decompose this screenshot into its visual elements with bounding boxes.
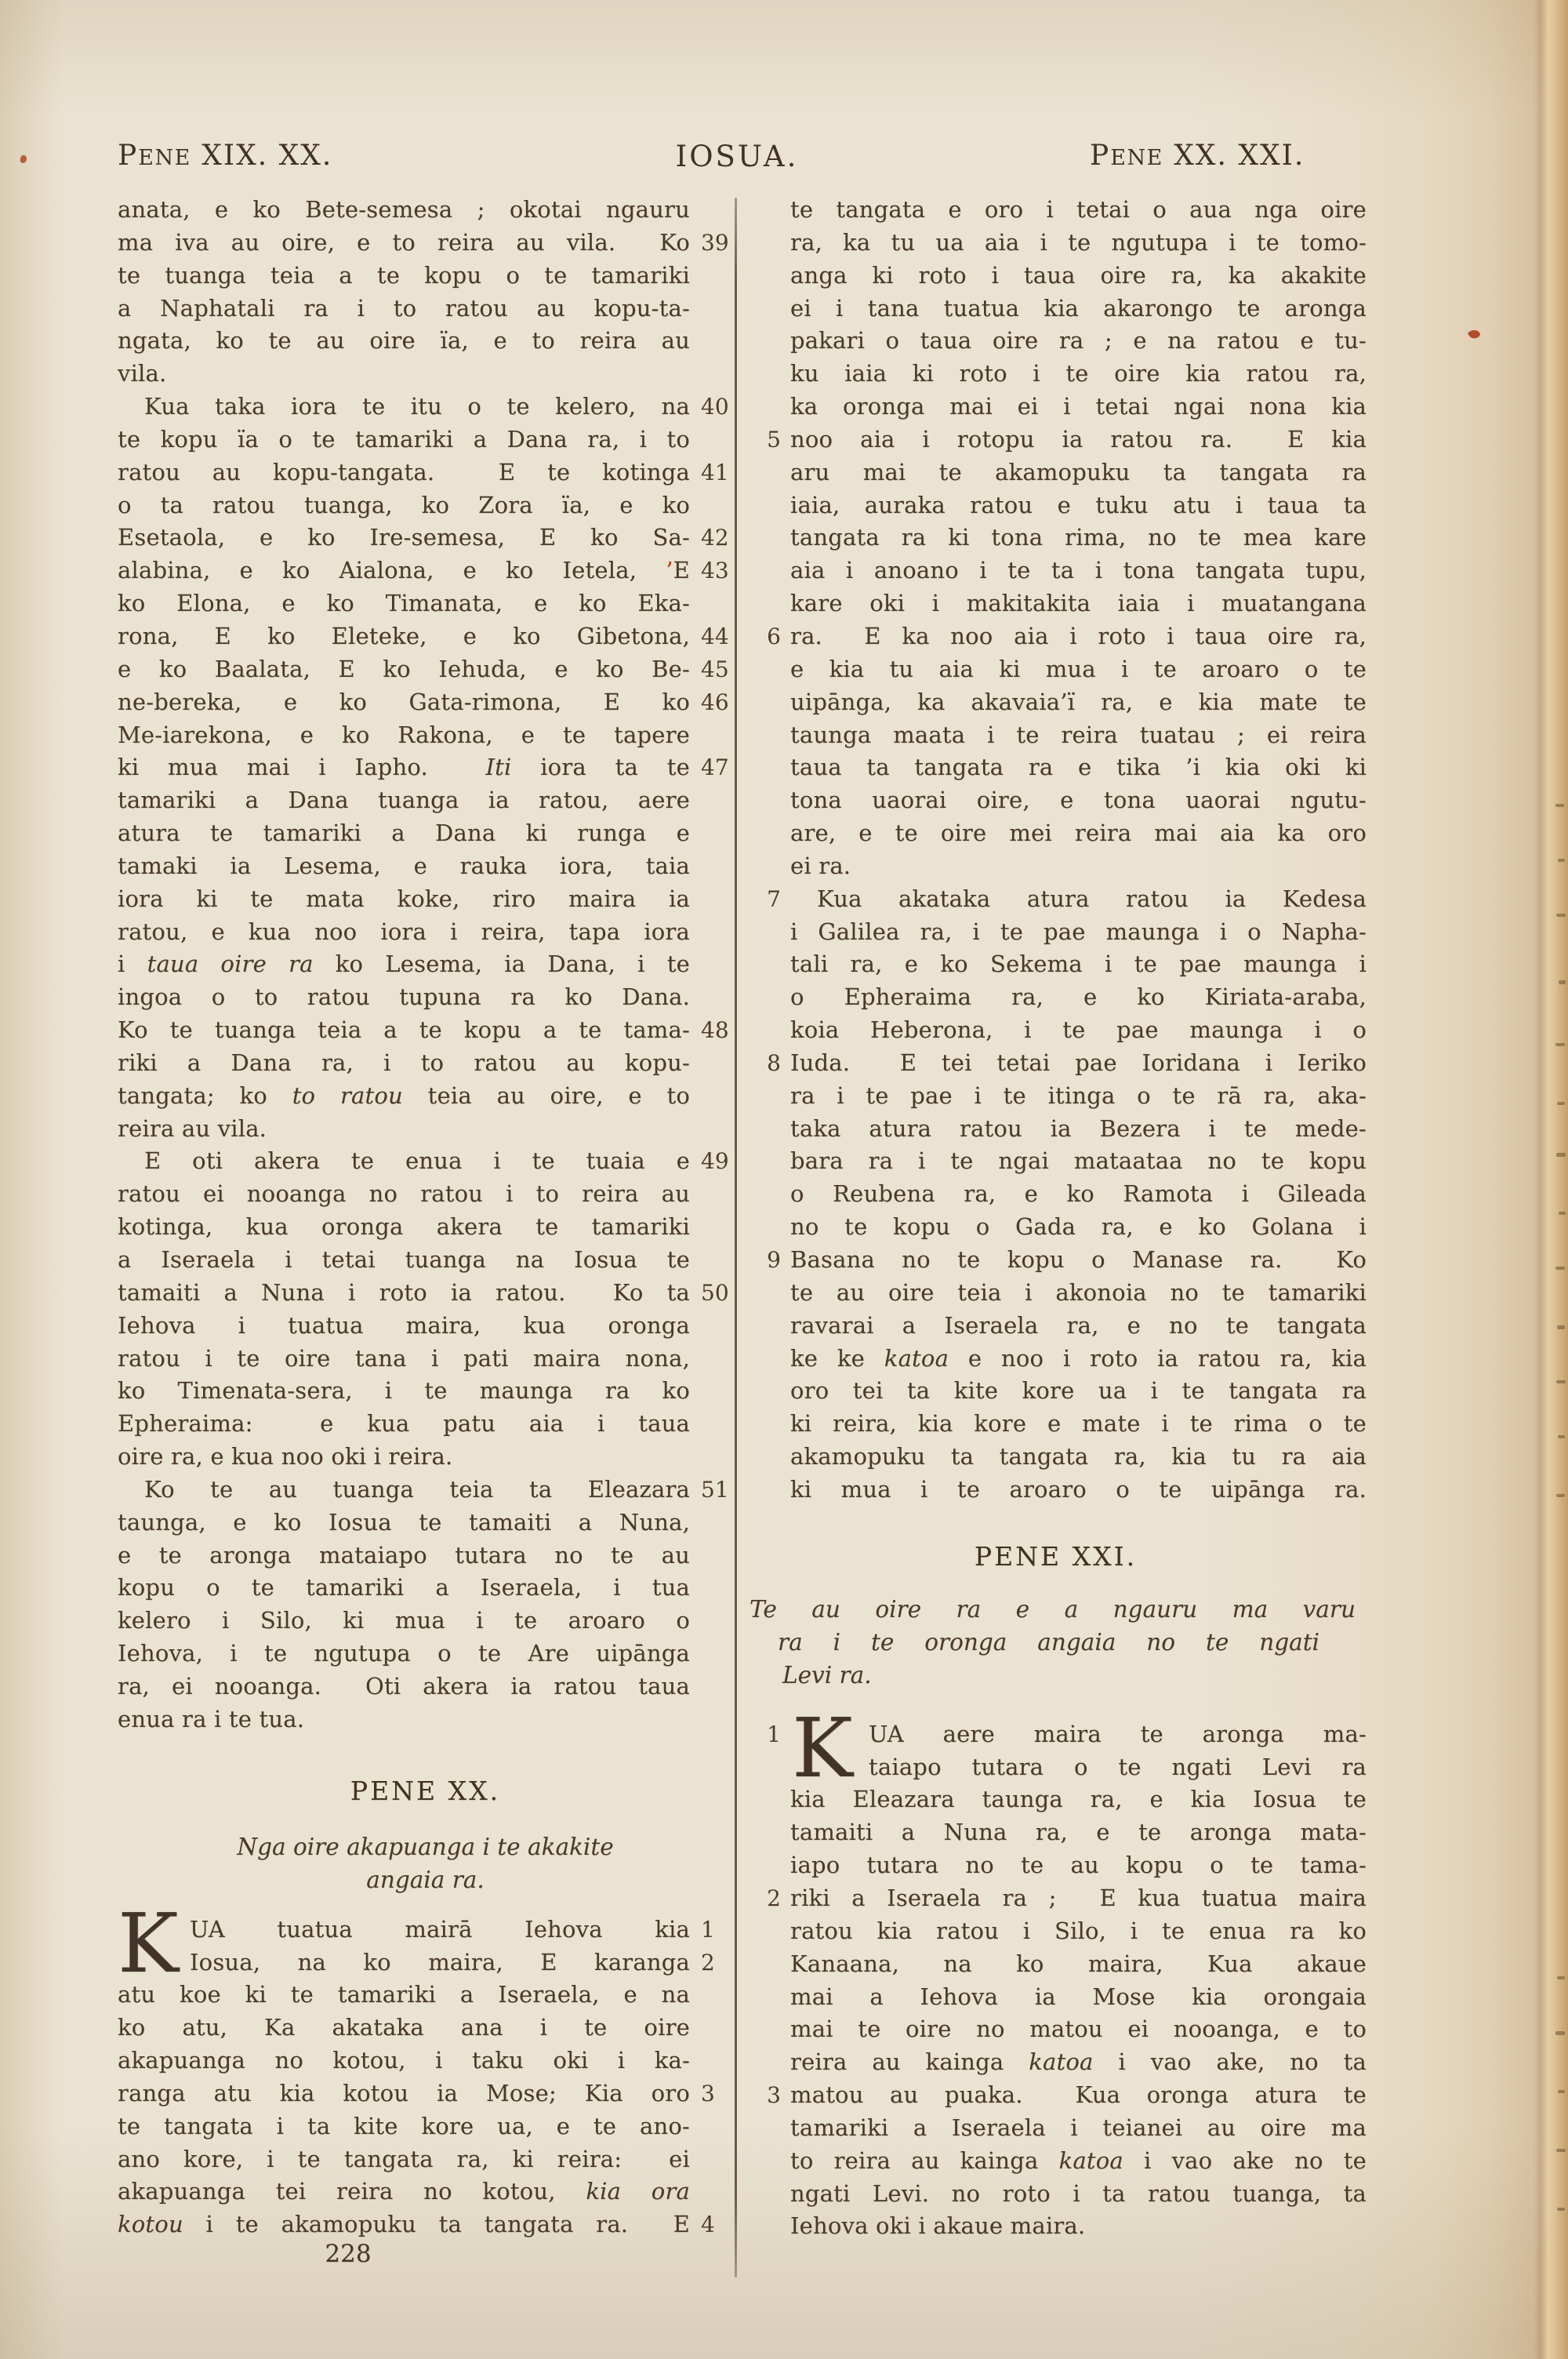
- text-line: ki reira, kia kore e mate i te rima o te: [745, 1408, 1367, 1441]
- text-line: iaia, auraka ratou e tuku atu i taua ta: [745, 489, 1367, 522]
- verse-number: [745, 1310, 790, 1343]
- verse-number: [745, 817, 790, 850]
- chapter-heading: PENE XX.: [350, 1776, 501, 1807]
- verse-number: 45: [701, 656, 729, 682]
- verse-number: [745, 1178, 790, 1211]
- text-line: aia i anoano i te ta i tona tangata tupu,: [745, 554, 1367, 587]
- text-line: kare oki i makitakita iaia i muatangana: [745, 587, 1367, 620]
- verse-number: [690, 194, 733, 227]
- red-ink-speck: [20, 154, 28, 164]
- verse-number: [690, 784, 733, 817]
- verse-number: 48: [701, 1017, 729, 1044]
- verse-number: [690, 1310, 733, 1343]
- text-line: Esetaola, e ko Ire-semesa, E ko Sa- 42: [118, 522, 733, 554]
- text-line: anga ki roto i taua oire ra, ka akakite: [745, 260, 1367, 293]
- text-line: ka oronga mai ei i tetai ngai nona kia: [745, 391, 1367, 423]
- verse-number: [745, 2145, 790, 2178]
- header-numerals: XX. XXI.: [1163, 140, 1305, 172]
- text-line: uipānga, ka akavaia’ï ra, e kia mate te: [745, 686, 1367, 719]
- verse-number: [745, 686, 790, 719]
- verse-number: [745, 1783, 790, 1816]
- verse-number: [745, 2112, 790, 2145]
- text-line: Ko te au tuanga teia ta Eleazara 51: [118, 1474, 733, 1507]
- text-line: Ko te tuanga teia a te kopu a te tama- 48: [118, 1014, 733, 1047]
- text-line: E oti akera te enua i te tuaia e 49: [118, 1145, 733, 1178]
- text-line: no te kopu o Gada ra, e ko Golana i: [745, 1211, 1367, 1244]
- verse-number: [690, 1113, 733, 1146]
- text-line: o Reubena ra, e ko Ramota i Gileada: [745, 1178, 1367, 1211]
- text-line: ratou, e kua noo iora i reira, tapa iora: [118, 916, 733, 949]
- text-line: te tuanga teia a te kopu o te tamariki: [118, 260, 733, 293]
- verse-number: [745, 1915, 790, 1948]
- text-line: riki a Dana ra, i to ratou au kopu-: [118, 1047, 733, 1080]
- text-line: Me-iarekona, e ko Rakona, e te tapere: [118, 719, 733, 752]
- verse-number: [690, 1539, 733, 1572]
- verse-number: 6: [767, 623, 781, 649]
- verse-number: [690, 1703, 733, 1736]
- text-line: ko atu, Ka akataka ana i te oire: [118, 2012, 733, 2045]
- red-ink-speck: [1468, 327, 1482, 340]
- text-line: ano kore, i te tangata ra, ki reira: ei: [118, 2143, 733, 2176]
- text-line: te tangata i ta kite kore ua, e te ano-: [118, 2110, 733, 2143]
- verse-number: [745, 784, 790, 817]
- verse-number: [745, 587, 790, 620]
- verse-number: [745, 1113, 790, 1146]
- text-line: ma iva au oire, e to reira au vila. Ko 39: [118, 227, 733, 260]
- text-line: vila.: [118, 358, 733, 391]
- text-line: 9 Basana no te kopu o Manase ra. Ko: [745, 1244, 1367, 1277]
- verse-number: [690, 1637, 733, 1670]
- text-line: ranga atu kia kotou ia Mose; Kia oro 3: [118, 2077, 733, 2110]
- text-line: o ta ratou tuanga, ko Zora ïa, e ko: [118, 489, 733, 522]
- header-numerals: XIX. XX.: [191, 140, 333, 172]
- verse-number: [745, 456, 790, 489]
- verse-number: [690, 916, 733, 949]
- spacer: [118, 1896, 733, 1914]
- text-line: UA tuatua mairā Iehova kia 1: [118, 1914, 733, 1946]
- text-line: ei i tana tuatua kia akarongo te aronga: [745, 293, 1367, 325]
- verse-number: [690, 2175, 733, 2208]
- text-line: o Epheraima ra, e ko Kiriata-araba,: [745, 981, 1367, 1014]
- verse-number: [690, 1507, 733, 1539]
- text-line: taua ta tangata ra e tika ’i kia oki ki: [745, 751, 1367, 784]
- verse-number: [690, 2110, 733, 2143]
- verse-number: [690, 1244, 733, 1277]
- verse-number: [690, 948, 733, 981]
- verse-number: [690, 883, 733, 916]
- verse-number: 9: [767, 1247, 781, 1273]
- text-line: ratou i te oire tana i pati maira nona,: [118, 1343, 733, 1376]
- header-cap: P: [1090, 140, 1111, 172]
- verse-number: [690, 423, 733, 456]
- text-line: Iehova oki i akaue maira.: [745, 2210, 1367, 2243]
- text-line: 5 noo aia i rotopu ia ratou ra. E kia: [745, 423, 1367, 456]
- verse-number: 43: [701, 558, 729, 584]
- verse-number: 7: [767, 885, 781, 912]
- verse-number: [745, 1751, 790, 1784]
- verse-number: [745, 916, 790, 949]
- text-line: iapo tutara no te au kopu o te tama-: [745, 1849, 1367, 1882]
- text-line: tamariki a Iseraela i teianei au oire ma: [745, 2112, 1367, 2145]
- text-line: Kanaana, na ko maira, Kua akaue: [745, 1948, 1367, 1981]
- verse-number: [745, 1474, 790, 1507]
- text-line: a Naphatali ra i to ratou au kopu-ta-: [118, 293, 733, 325]
- text-line: i taua oire ra ko Lesema, ia Dana, i te: [118, 948, 733, 981]
- chapter-heading: PENE XXI.: [974, 1541, 1138, 1572]
- text-line: taunga, e ko Iosua te tamaiti a Nuna,: [118, 1507, 733, 1539]
- verse-number: [745, 2046, 790, 2079]
- verse-number: [745, 1080, 790, 1113]
- text-line: ratou kia ratou i Silo, i te enua ra ko: [745, 1915, 1367, 1948]
- text-line: ki mua mai i Iapho. Iti iora ta te 47: [118, 751, 733, 784]
- verse-number: [745, 2210, 790, 2243]
- verse-number: [745, 1981, 790, 2014]
- text-line: 2 riki a Iseraela ra ; E kua tuatua maira: [745, 1882, 1367, 1915]
- chapter-subtitle: ra i te oronga angaia no te ngati: [778, 1628, 1319, 1656]
- text-line: ra, ka tu ua aia i te ngutupa i te tomo-: [745, 227, 1367, 260]
- text-line: 6 ra. E ka noo aia i roto i taua oire ra,: [745, 620, 1367, 653]
- column-divider-rule: [735, 198, 737, 2277]
- verse-number: [745, 1375, 790, 1408]
- text-line: e te aronga mataiapo tutara no te au: [118, 1539, 733, 1572]
- text-line: tali ra, e ko Sekema i te pae maunga i: [745, 948, 1367, 981]
- chapter-subtitle: Levi ra.: [782, 1661, 872, 1688]
- running-header-title: IOSUA.: [675, 140, 799, 173]
- text-line: taiapo tutara o te ngati Levi ra: [745, 1751, 1367, 1784]
- header-smallcaps: ENE: [1110, 146, 1163, 170]
- verse-number: [745, 325, 790, 358]
- spacer: [118, 1736, 733, 1752]
- drop-cap: K: [792, 1700, 853, 1796]
- verse-number: [745, 554, 790, 587]
- verse-number: [690, 1670, 733, 1703]
- text-line: enua ra i te tua.: [118, 1703, 733, 1736]
- text-line: 7 Kua akataka atura ratou ia Kedesa: [745, 883, 1367, 916]
- verse-number: 46: [701, 689, 729, 715]
- text-line: alabina, e ko Aialona, e ko Ietela, ’E 43: [118, 554, 733, 587]
- text-line: akamopuku ta tangata ra, kia tu ra aia: [745, 1441, 1367, 1474]
- running-header-right: [1090, 140, 1305, 172]
- verse-number: [745, 948, 790, 981]
- verse-number: [690, 1441, 733, 1474]
- verse-number: 8: [767, 1049, 781, 1076]
- text-line: reira au vila.: [118, 1113, 733, 1146]
- text-line: ngata, ko te au oire ïa, e to reira au: [118, 325, 733, 358]
- text-line: oro tei ta kite kore ua i te tangata ra: [745, 1375, 1367, 1408]
- text-line: ra, ei nooanga. Oti akera ia ratou taua: [118, 1670, 733, 1703]
- text-line: Iehova i tuatua maira, kua oronga: [118, 1310, 733, 1343]
- text-line: atura te tamariki a Dana ki runga e: [118, 817, 733, 850]
- text-line: tangata ra ki tona rima, no te mea kare: [745, 522, 1367, 554]
- text-line: te kopu ïa o te tamariki a Dana ra, i to: [118, 423, 733, 456]
- verse-number: [690, 817, 733, 850]
- verse-number: [690, 981, 733, 1014]
- text-line: tangata; ko to ratou teia au oire, e to: [118, 1080, 733, 1113]
- text-line: ki mua i te aroaro o te uipānga ra.: [745, 1474, 1367, 1507]
- verse-number: 42: [701, 525, 729, 551]
- text-line: te tangata e oro i tetai o aua nga oire: [745, 194, 1367, 227]
- text-line: Epheraima: e kua patu aia i taua: [118, 1408, 733, 1441]
- text-line: 3 matou au puaka. Kua oronga atura te: [745, 2079, 1367, 2112]
- text-line: ingoa o to ratou tupuna ra ko Dana.: [118, 981, 733, 1014]
- page-fore-edge: [1534, 0, 1568, 2359]
- verse-number: [690, 1178, 733, 1211]
- text-line: te au oire teia i akonoia no te tamariki: [745, 1277, 1367, 1310]
- verse-number: [745, 1343, 790, 1376]
- text-line: ravarai a Iseraela ra, e no te tangata: [745, 1310, 1367, 1343]
- text-line: ne-bereka, e ko Gata-rimona, E ko 46: [118, 686, 733, 719]
- verse-number: 41: [701, 459, 729, 485]
- text-line: anata, e ko Bete-semesa ; okotai ngauru: [118, 194, 733, 227]
- text-line: tamaiti a Nuna ra, e te aronga mata-: [745, 1816, 1367, 1849]
- verse-number: [690, 1979, 733, 2012]
- text-line: e ko Baalata, E ko Iehuda, e ko Be- 45: [118, 653, 733, 686]
- verse-number: [745, 981, 790, 1014]
- running-header-left: [118, 140, 332, 172]
- verse-number: [745, 489, 790, 522]
- verse-number: [690, 1375, 733, 1408]
- text-line: ratou ei nooanga no ratou i to reira au: [118, 1178, 733, 1211]
- text-line: kotou i te akamopuku ta tangata ra. E 4: [118, 2208, 733, 2241]
- text-line: i Galilea ra, i te pae maunga i o Napha-: [745, 916, 1367, 949]
- text-line: ko Timenata-sera, i te maunga ra ko: [118, 1375, 733, 1408]
- verse-number: [690, 2012, 733, 2045]
- text-line: tamaki ia Lesema, e rauka iora, taia: [118, 850, 733, 883]
- verse-number: [745, 1441, 790, 1474]
- chapter-subtitle: Te au oire ra e a ngauru ma varu: [750, 1595, 1356, 1623]
- text-line: reira au kainga katoa i vao ake, no ta: [745, 2046, 1367, 2079]
- text-line: ngati Levi. no roto i ta ratou tuanga, ta: [745, 2178, 1367, 2211]
- verse-number: 2: [767, 1885, 781, 1911]
- verse-number: [690, 719, 733, 752]
- verse-number: 1: [767, 1721, 781, 1747]
- verse-number: [690, 1080, 733, 1113]
- verse-number: [745, 2178, 790, 2211]
- text-line: akapuanga tei reira no kotou, kia ora: [118, 2175, 733, 2208]
- verse-number: [690, 1605, 733, 1637]
- drop-cap: K: [118, 1895, 179, 1991]
- verse-number: [745, 227, 790, 260]
- verse-number: [745, 1014, 790, 1047]
- text-line: ko Elona, e ko Timanata, e ko Eka-: [118, 587, 733, 620]
- verse-number: [690, 489, 733, 522]
- text-line: are, e te oire mei reira mai aia ka oro: [745, 817, 1367, 850]
- verse-number: [745, 293, 790, 325]
- verse-number: [745, 1849, 790, 1882]
- verse-number: [690, 2143, 733, 2176]
- chapter-subtitle: Nga oire akapuanga i te akakite: [237, 1833, 614, 1860]
- verse-number: [745, 391, 790, 423]
- verse-number: 51: [701, 1476, 729, 1503]
- text-line: atu koe ki te tamariki a Iseraela, e na: [118, 1979, 733, 2012]
- verse-number: [745, 653, 790, 686]
- verse-number: 39: [701, 229, 729, 256]
- text-line: oire ra, e kua noo oki i reira.: [118, 1441, 733, 1474]
- verse-number: 44: [701, 623, 729, 649]
- verse-number: [690, 587, 733, 620]
- text-line: tamaiti a Nuna i roto ia ratou. Ko ta 50: [118, 1277, 733, 1310]
- text-line: iora ki te mata koke, riro maira ia: [118, 883, 733, 916]
- verse-number: 1: [701, 1916, 715, 1943]
- text-line: kelero i Silo, ki mua i te aroaro o: [118, 1605, 733, 1637]
- text-line: ku iaia ki roto i te oire kia ratou ra,: [745, 358, 1367, 391]
- verse-number: 40: [701, 394, 729, 420]
- text-line: tamariki a Dana tuanga ia ratou, aere: [118, 784, 733, 817]
- right-text-column: [745, 194, 1367, 2243]
- verse-number: [745, 1211, 790, 1244]
- verse-number: [745, 1816, 790, 1849]
- verse-number: [690, 293, 733, 325]
- left-text-column: [118, 194, 733, 2241]
- verse-number: [690, 1047, 733, 1080]
- chapter-subtitle: angaia ra.: [366, 1866, 485, 1893]
- verse-number: 4: [701, 2212, 715, 2238]
- verse-number: [690, 260, 733, 293]
- text-line: pakari o taua oire ra ; e na ratou e tu-: [745, 325, 1367, 358]
- verse-number: 49: [701, 1148, 729, 1175]
- verse-number: [745, 1408, 790, 1441]
- verse-number: [690, 1343, 733, 1376]
- text-line: Kua taka iora te itu o te kelero, na 40: [118, 391, 733, 423]
- verse-number: 3: [701, 2080, 715, 2106]
- text-line: taka atura ratou ia Bezera i te mede-: [745, 1113, 1367, 1146]
- verse-number: [745, 2013, 790, 2046]
- text-line: ke ke katoa e noo i roto ia ratou ra, kia: [745, 1343, 1367, 1376]
- verse-number: 2: [701, 1949, 715, 1976]
- text-line: e kia tu aia ki mua i te aroaro o te: [745, 653, 1367, 686]
- verse-number: [745, 850, 790, 883]
- text-line: a Iseraela i tetai tuanga na Iosua te: [118, 1244, 733, 1277]
- verse-number: [690, 1211, 733, 1244]
- text-line: koia Heberona, i te pae maunga i o: [745, 1014, 1367, 1047]
- verse-number: 47: [701, 754, 729, 781]
- text-line: rona, E ko Eleteke, e ko Gibetona, 44: [118, 620, 733, 653]
- text-line: Iosua, na ko maira, E karanga 2: [118, 1946, 733, 1979]
- text-line: to reira au kainga katoa i vao ake no te: [745, 2145, 1367, 2178]
- header-cap: P: [118, 140, 139, 172]
- text-line: 8 Iuda. E tei tetai pae Ioridana i Ieriko: [745, 1047, 1367, 1080]
- verse-number: [745, 751, 790, 784]
- text-line: tona uaorai oire, e tona uaorai ngutu-: [745, 784, 1367, 817]
- verse-number: [745, 260, 790, 293]
- verse-number: [745, 358, 790, 391]
- verse-number: [690, 358, 733, 391]
- text-line: ratou au kopu-tangata. E te kotinga 41: [118, 456, 733, 489]
- verse-number: [745, 194, 790, 227]
- verse-number: 50: [701, 1279, 729, 1306]
- text-line: 1 UA aere maira te aronga ma-: [745, 1718, 1367, 1751]
- verse-number: [745, 719, 790, 752]
- verse-number: 5: [767, 426, 781, 453]
- verse-number: [690, 1572, 733, 1605]
- verse-number: [690, 325, 733, 358]
- text-line: Iehova, i te ngutupa o te Are uipānga: [118, 1637, 733, 1670]
- text-line: kia Eleazara taunga ra, e kia Iosua te: [745, 1783, 1367, 1816]
- verse-number: [690, 850, 733, 883]
- verse-number: [745, 522, 790, 554]
- text-line: ei ra.: [745, 850, 1367, 883]
- text-line: mai te oire no matou ei nooanga, e to: [745, 2013, 1367, 2046]
- text-line: taunga maata i te reira tuatau ; ei reira: [745, 719, 1367, 752]
- verse-number: [745, 1145, 790, 1178]
- header-smallcaps: ENE: [138, 146, 191, 170]
- text-line: kotinga, kua oronga akera te tamariki: [118, 1211, 733, 1244]
- text-line: aru mai te akamopuku ta tangata ra: [745, 456, 1367, 489]
- spacer: [745, 1507, 1367, 1521]
- text-line: akapuanga no kotou, i taku oki i ka-: [118, 2045, 733, 2077]
- text-line: mai a Iehova ia Mose kia orongaia: [745, 1981, 1367, 2014]
- verse-number: [690, 2045, 733, 2077]
- text-line: kopu o te tamariki a Iseraela, i tua: [118, 1572, 733, 1605]
- verse-number: 3: [767, 2082, 781, 2109]
- text-line: ra i te pae i te itinga o te rā ra, aka-: [745, 1080, 1367, 1113]
- verse-number: [690, 1408, 733, 1441]
- verse-number: [745, 1948, 790, 1981]
- text-line: bara ra i te ngai mataataa no te kopu: [745, 1145, 1367, 1178]
- page-number: 228: [325, 2240, 372, 2268]
- verse-number: [745, 1277, 790, 1310]
